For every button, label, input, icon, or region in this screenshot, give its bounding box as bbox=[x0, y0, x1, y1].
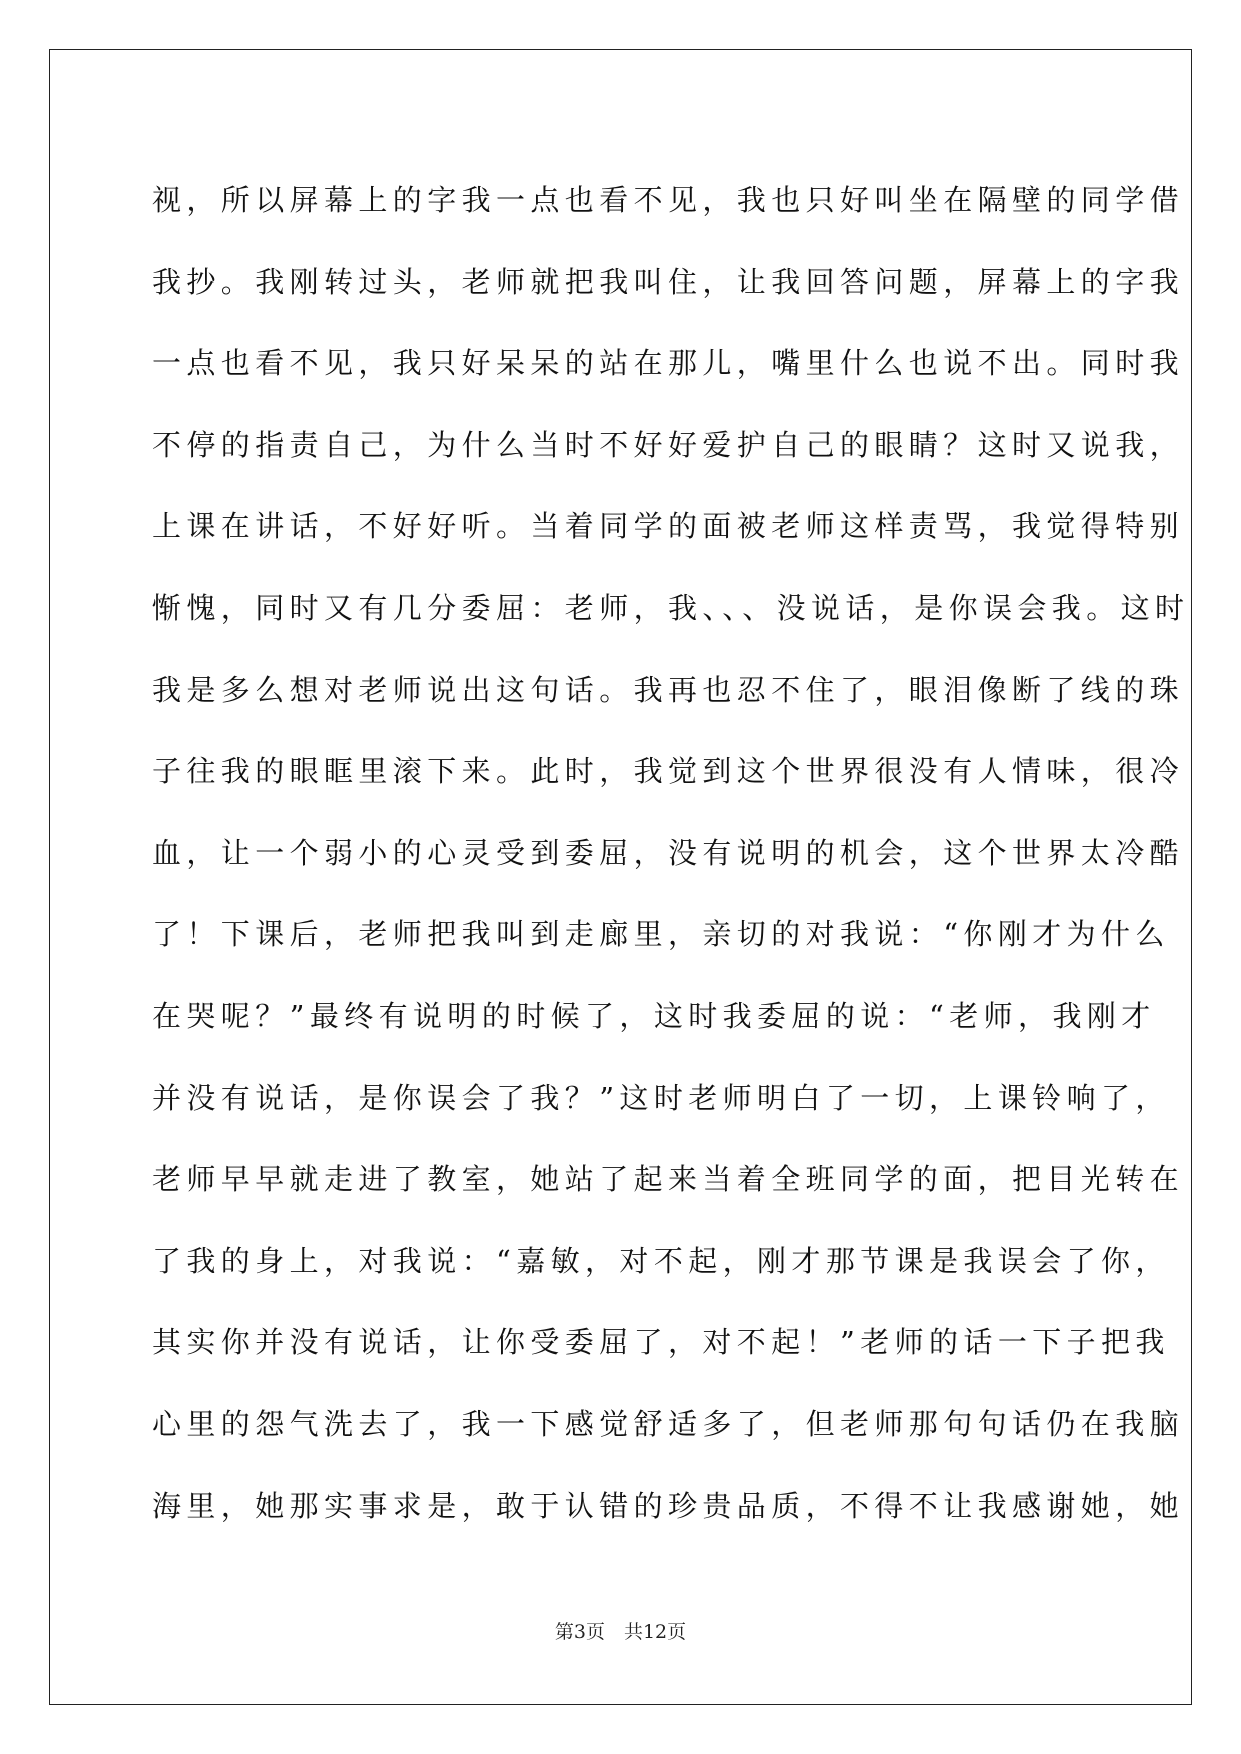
text-line: 其实你并没有说话，让你受委屈了，对不起！”老师的话一下子把我 bbox=[152, 1325, 1170, 1360]
text-line: 不停的指责自己，为什么当时不好好爱护自己的眼睛？这时又说我， bbox=[152, 427, 1185, 462]
text-line: 在哭呢？”最终有说明的时候了，这时我委屈的说：“老师，我刚才 bbox=[152, 998, 1156, 1033]
text-line: 视，所以屏幕上的字我一点也看不见，我也只好叫坐在隔壁的同学借 bbox=[152, 183, 1185, 217]
text-line: 一点也看不见，我只好呆呆的站在那儿，嘴里什么也说不出。同时我 bbox=[152, 346, 1185, 381]
text-line: 我抄。我刚转过头，老师就把我叫住，让我回答问题，屏幕上的字我 bbox=[152, 264, 1185, 299]
text-line: 我是多么想对老师说出这句话。我再也忍不住了，眼泪像断了线的珠 bbox=[152, 672, 1185, 707]
text-line: 海里，她那实事求是，敢于认错的珍贵品质，不得不让我感谢她，她 bbox=[152, 1488, 1185, 1523]
text-line: 了我的身上，对我说：“嘉敏，对不起，刚才那节课是我误会了你， bbox=[152, 1243, 1170, 1278]
text-line: 血，让一个弱小的心灵受到委屈，没有说明的机会，这个世界太冷酷 bbox=[152, 835, 1185, 870]
body-text bbox=[152, 160, 1190, 1547]
text-line: 子往我的眼眶里滚下来。此时，我觉到这个世界很没有人情味，很冷 bbox=[152, 754, 1185, 789]
text-line: 老师早早就走进了教室，她站了起来当着全班同学的面，把目光转在 bbox=[152, 1162, 1185, 1197]
text-line: 心里的怨气洗去了，我一下感觉舒适多了，但老师那句句话仍在我脑 bbox=[152, 1406, 1185, 1441]
text-line: 了！下课后，老师把我叫到走廊里，亲切的对我说：“你刚才为什么 bbox=[152, 917, 1170, 952]
text-line: 上课在讲话，不好好听。当着同学的面被老师这样责骂，我觉得特别 bbox=[152, 509, 1185, 544]
text-line: 惭愧，同时又有几分委屈：老师，我、、、没说话，是你误会我。这时 bbox=[152, 590, 1190, 625]
text-line: 并没有说话，是你误会了我？”这时老师明白了一切，上课铃响了， bbox=[152, 1080, 1170, 1115]
page-number: 第3页 共12页 bbox=[554, 1621, 687, 1643]
